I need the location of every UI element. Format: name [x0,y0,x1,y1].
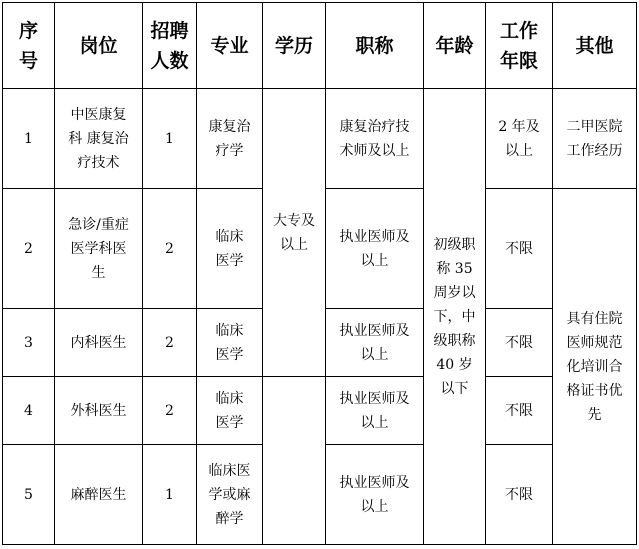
row-years: 不限 [486,445,553,545]
merged-other: 具有住院 医师规范 化培训合 格证书优 先 [553,189,637,545]
row-major: 临床 医学 [197,309,263,377]
row-title: 执业医师及 以上 [326,377,424,445]
row-seq: 3 [3,309,55,377]
row-other: 二甲医院 工作经历 [553,89,637,189]
header-years: 工作 年限 [486,3,553,89]
row-title: 执业医师及 以上 [326,189,424,309]
row-count: 1 [143,445,197,545]
row-years: 不限 [486,309,553,377]
row-major: 临床医 学或麻 醉学 [197,445,263,545]
row-major: 临床 医学 [197,377,263,445]
row-title: 康复治疗技 术师及以上 [326,89,424,189]
row-years: 不限 [486,377,553,445]
row-seq: 4 [3,377,55,445]
row-post: 麻醉医生 [55,445,143,545]
row-count: 2 [143,377,197,445]
header-edu: 学历 [263,3,326,89]
header-seq: 序 号 [3,3,55,89]
row-years: 不限 [486,189,553,309]
row-title: 执业医师及 以上 [326,445,424,545]
row-major: 康复治 疗学 [197,89,263,189]
row-seq: 2 [3,189,55,309]
table-row [3,377,637,445]
merged-edu-blank [263,377,326,545]
table-row [3,89,637,189]
row-post: 外科医生 [55,377,143,445]
header-row [3,3,637,89]
merged-age: 初级职 称 35 周岁以 下，中 级职称 40 岁 以下 [424,89,486,545]
row-count: 1 [143,89,197,189]
row-post: 急诊/重症 医学科医 生 [55,189,143,309]
header-other: 其他 [553,3,637,89]
row-title: 执业医师及 以上 [326,309,424,377]
recruitment-table [2,2,637,545]
row-post: 中医康复 科 康复治 疗技术 [55,89,143,189]
merged-edu: 大专及 以上 [263,89,326,377]
header-age: 年龄 [424,3,486,89]
row-years: 2 年及 以上 [486,89,553,189]
row-major: 临床 医学 [197,189,263,309]
row-count: 2 [143,309,197,377]
row-count: 2 [143,189,197,309]
row-post: 内科医生 [55,309,143,377]
header-major: 专业 [197,3,263,89]
header-count: 招聘 人数 [143,3,197,89]
header-title: 职称 [326,3,424,89]
row-seq: 1 [3,89,55,189]
header-post: 岗位 [55,3,143,89]
row-seq: 5 [3,445,55,545]
